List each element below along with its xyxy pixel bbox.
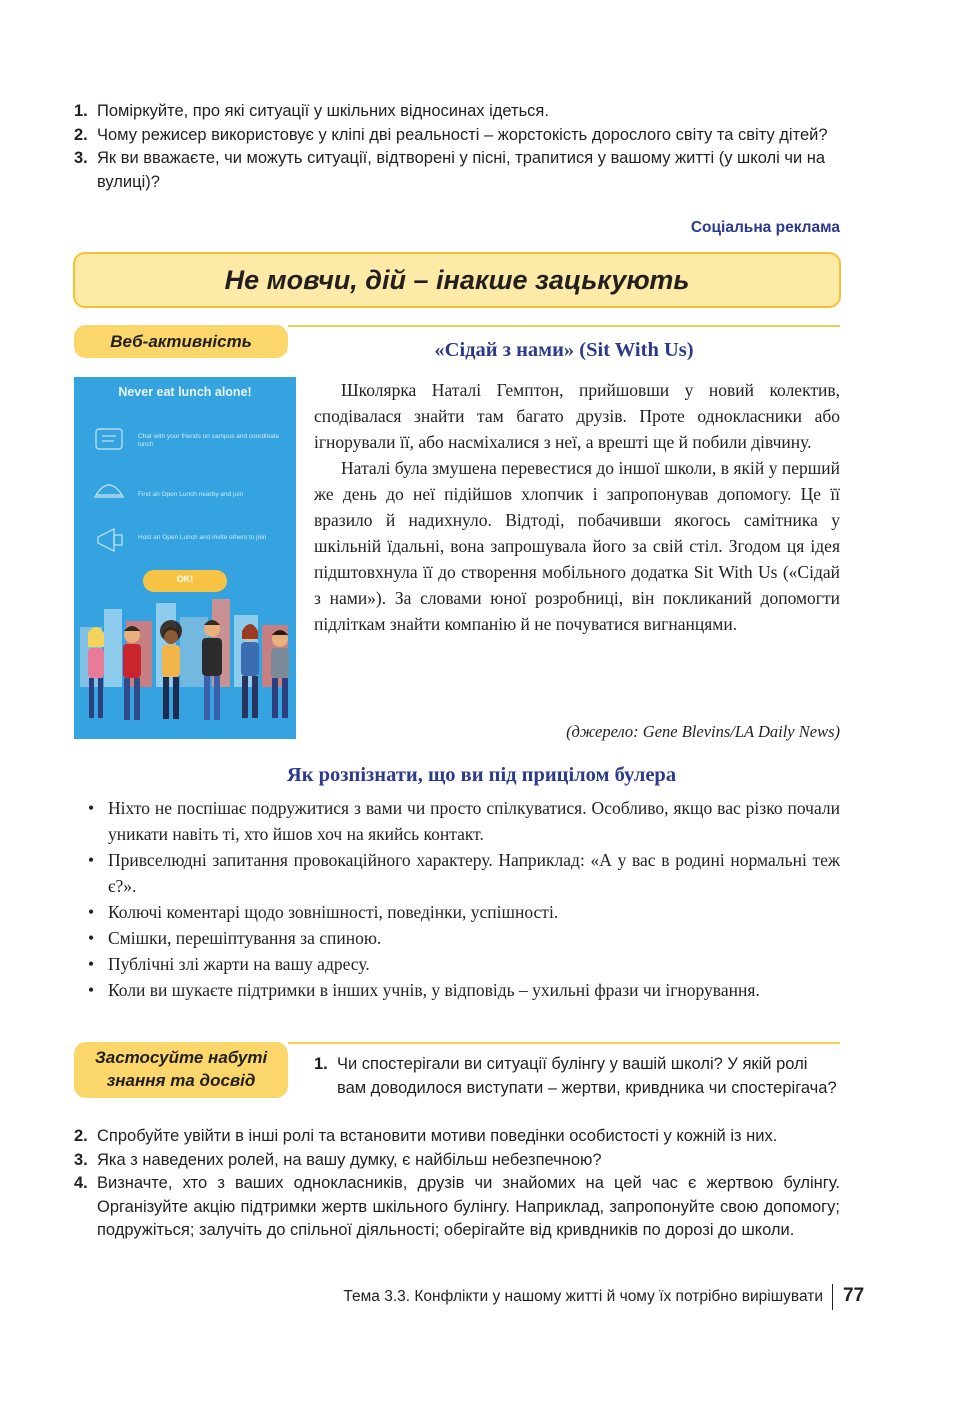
banner-title: Не мовчи, дій – інакше зацькують	[224, 264, 690, 295]
question-number: 3.	[74, 1150, 88, 1169]
title-banner	[73, 252, 841, 308]
question-text: Як ви вважаєте, чи можуть ситуації, відтворені у пісні, трапитися у вашому житті (у школі чи на вулиці)?	[97, 149, 826, 191]
question-text: Чи спостерігали ви ситуації булінгу у вашій школі? У якій ролі вам доводилося виступати – жертви, кривдника чи спостерігача?	[337, 1055, 837, 1097]
question-item	[74, 1149, 840, 1173]
apply-question-1	[314, 1053, 840, 1100]
list-item	[88, 795, 840, 847]
page-number: 77	[843, 1285, 865, 1306]
question-number: 2.	[74, 1127, 88, 1145]
bullet: •	[88, 980, 95, 1000]
bullet: •	[88, 902, 95, 922]
question-item	[74, 1125, 840, 1149]
app-ok-button: OK!	[176, 574, 194, 584]
web-activity-tag	[74, 325, 288, 358]
section-label: Соціальна реклама	[690, 219, 840, 236]
running-footer: Тема 3.3. Конфлікти у нашому житті й чому їх потрібно вирішувати	[343, 1288, 823, 1305]
list-item-text: Коли ви шукаєте підтримки в інших учнів, у відповідь – ухильні фрази чи ігнорування.	[108, 980, 760, 1000]
question-text: Визначте, хто з ваших однокласників, друзів чи знайомих на цей час є жертвою булінгу. Організуйте акцію підтримки жертв шкільного булінгу. Наприклад, запропонуйте свою допомогу; подружіться; залучіть до спільної діяльності; оберігайте від кривдників по дорозі до школи.	[97, 1174, 840, 1239]
question-number: 2.	[74, 125, 88, 144]
web-activity-label: Веб-активність	[110, 332, 252, 351]
question-text: Чому режисер використовує у кліпі дві реальності – жорстокість дорослого світу та світу дітей?	[97, 125, 828, 144]
app-row-text: Chat with your friends on campus and coordinate lunch	[138, 433, 280, 448]
app-screenshot	[74, 377, 296, 739]
apply-questions	[74, 1125, 840, 1243]
app-row-text: Host an Open Lunch and invite others to join	[138, 534, 267, 541]
divider	[288, 1042, 840, 1044]
list-item-text: Ніхто не поспішає подружитися з вами чи просто спілкуватися. Особливо, якщо вас різко почали уникати навіть ті, хто йшов хоч на якийсь контакт.	[108, 798, 840, 844]
story-paragraph: Школярка Наталі Гемптон, прийшовши у новий колектив, сподівалася знайти там багато друзів. Проте однокласники або ігнорували її, або насміхалися з неї, а врешті ще й побили дівчину.	[314, 380, 840, 452]
question-number: 1.	[314, 1055, 328, 1073]
question-item	[74, 124, 840, 148]
app-row-text: Find an Open Lunch nearby and join	[138, 491, 244, 498]
list-item	[88, 899, 840, 925]
question-number: 4.	[74, 1174, 88, 1192]
footer-divider	[832, 1284, 833, 1310]
story-paragraph: Наталі була змушена перевестися до іншої школи, в якій у перший же день до неї підійшов хлопчик і запропонував допомогу. Це її вразило й надихнуло. Відтоді, побачивши якогось самітника у шкільній їдальні, вона запрошувала його за свій стіл. Згодом ця ідея підштовхнула її до створення мобільного додатка Sit With Us («Сідай з нами»). За словами юної розробниці, він покликаний допомогти підліткам знайти компанію й не почуватися вигнанцями.	[314, 458, 840, 634]
list-item	[88, 977, 840, 1003]
list-item-text: Колючі коментарі щодо зовнішності, поведінки, успішності.	[108, 902, 559, 922]
divider	[288, 325, 840, 327]
bullet: •	[88, 928, 95, 948]
list-item-text: Смішки, перешіптування за спиною.	[108, 928, 382, 948]
app-headline: Never eat lunch alone!	[118, 385, 252, 399]
question-text: Спробуйте увійти в інші ролі та встановити мотиви поведінки особистості у кожній із них.	[97, 1127, 778, 1145]
question-item	[74, 1172, 840, 1243]
bullet: •	[88, 850, 95, 870]
apply-label: Застосуйте набуті знання та досвід	[94, 1048, 268, 1090]
question-item	[314, 1053, 840, 1100]
questions-top	[74, 100, 840, 194]
story-title: «Сідай з нами» (Sit With Us)	[434, 339, 694, 361]
story-credit: (джерело: Gene Blevins/LA Daily News)	[566, 722, 840, 741]
story-body	[314, 377, 840, 637]
list-item	[88, 847, 840, 899]
list-item-text: Привселюдні запитання провокаційного характеру. Наприклад: «А у вас в родині нормальні теж є?».	[108, 850, 840, 896]
list-item-text: Публічні злі жарти на вашу адресу.	[108, 954, 370, 974]
apply-tag	[74, 1042, 288, 1098]
question-item	[74, 100, 840, 124]
question-item	[74, 147, 840, 194]
question-number: 3.	[74, 149, 88, 167]
list-item	[88, 925, 840, 951]
list-item	[88, 951, 840, 977]
bullet: •	[88, 798, 95, 818]
question-number: 1.	[74, 102, 88, 120]
bully-section-title: Як розпізнати, що ви під прицілом булера	[286, 764, 677, 786]
question-text: Яка з наведених ролей, на вашу думку, є найбільш небезпечною?	[97, 1150, 602, 1169]
bully-signs-list	[88, 795, 840, 1003]
question-text: Поміркуйте, про які ситуації у шкільних відносинах ідеться.	[97, 102, 549, 120]
bullet: •	[88, 954, 95, 974]
